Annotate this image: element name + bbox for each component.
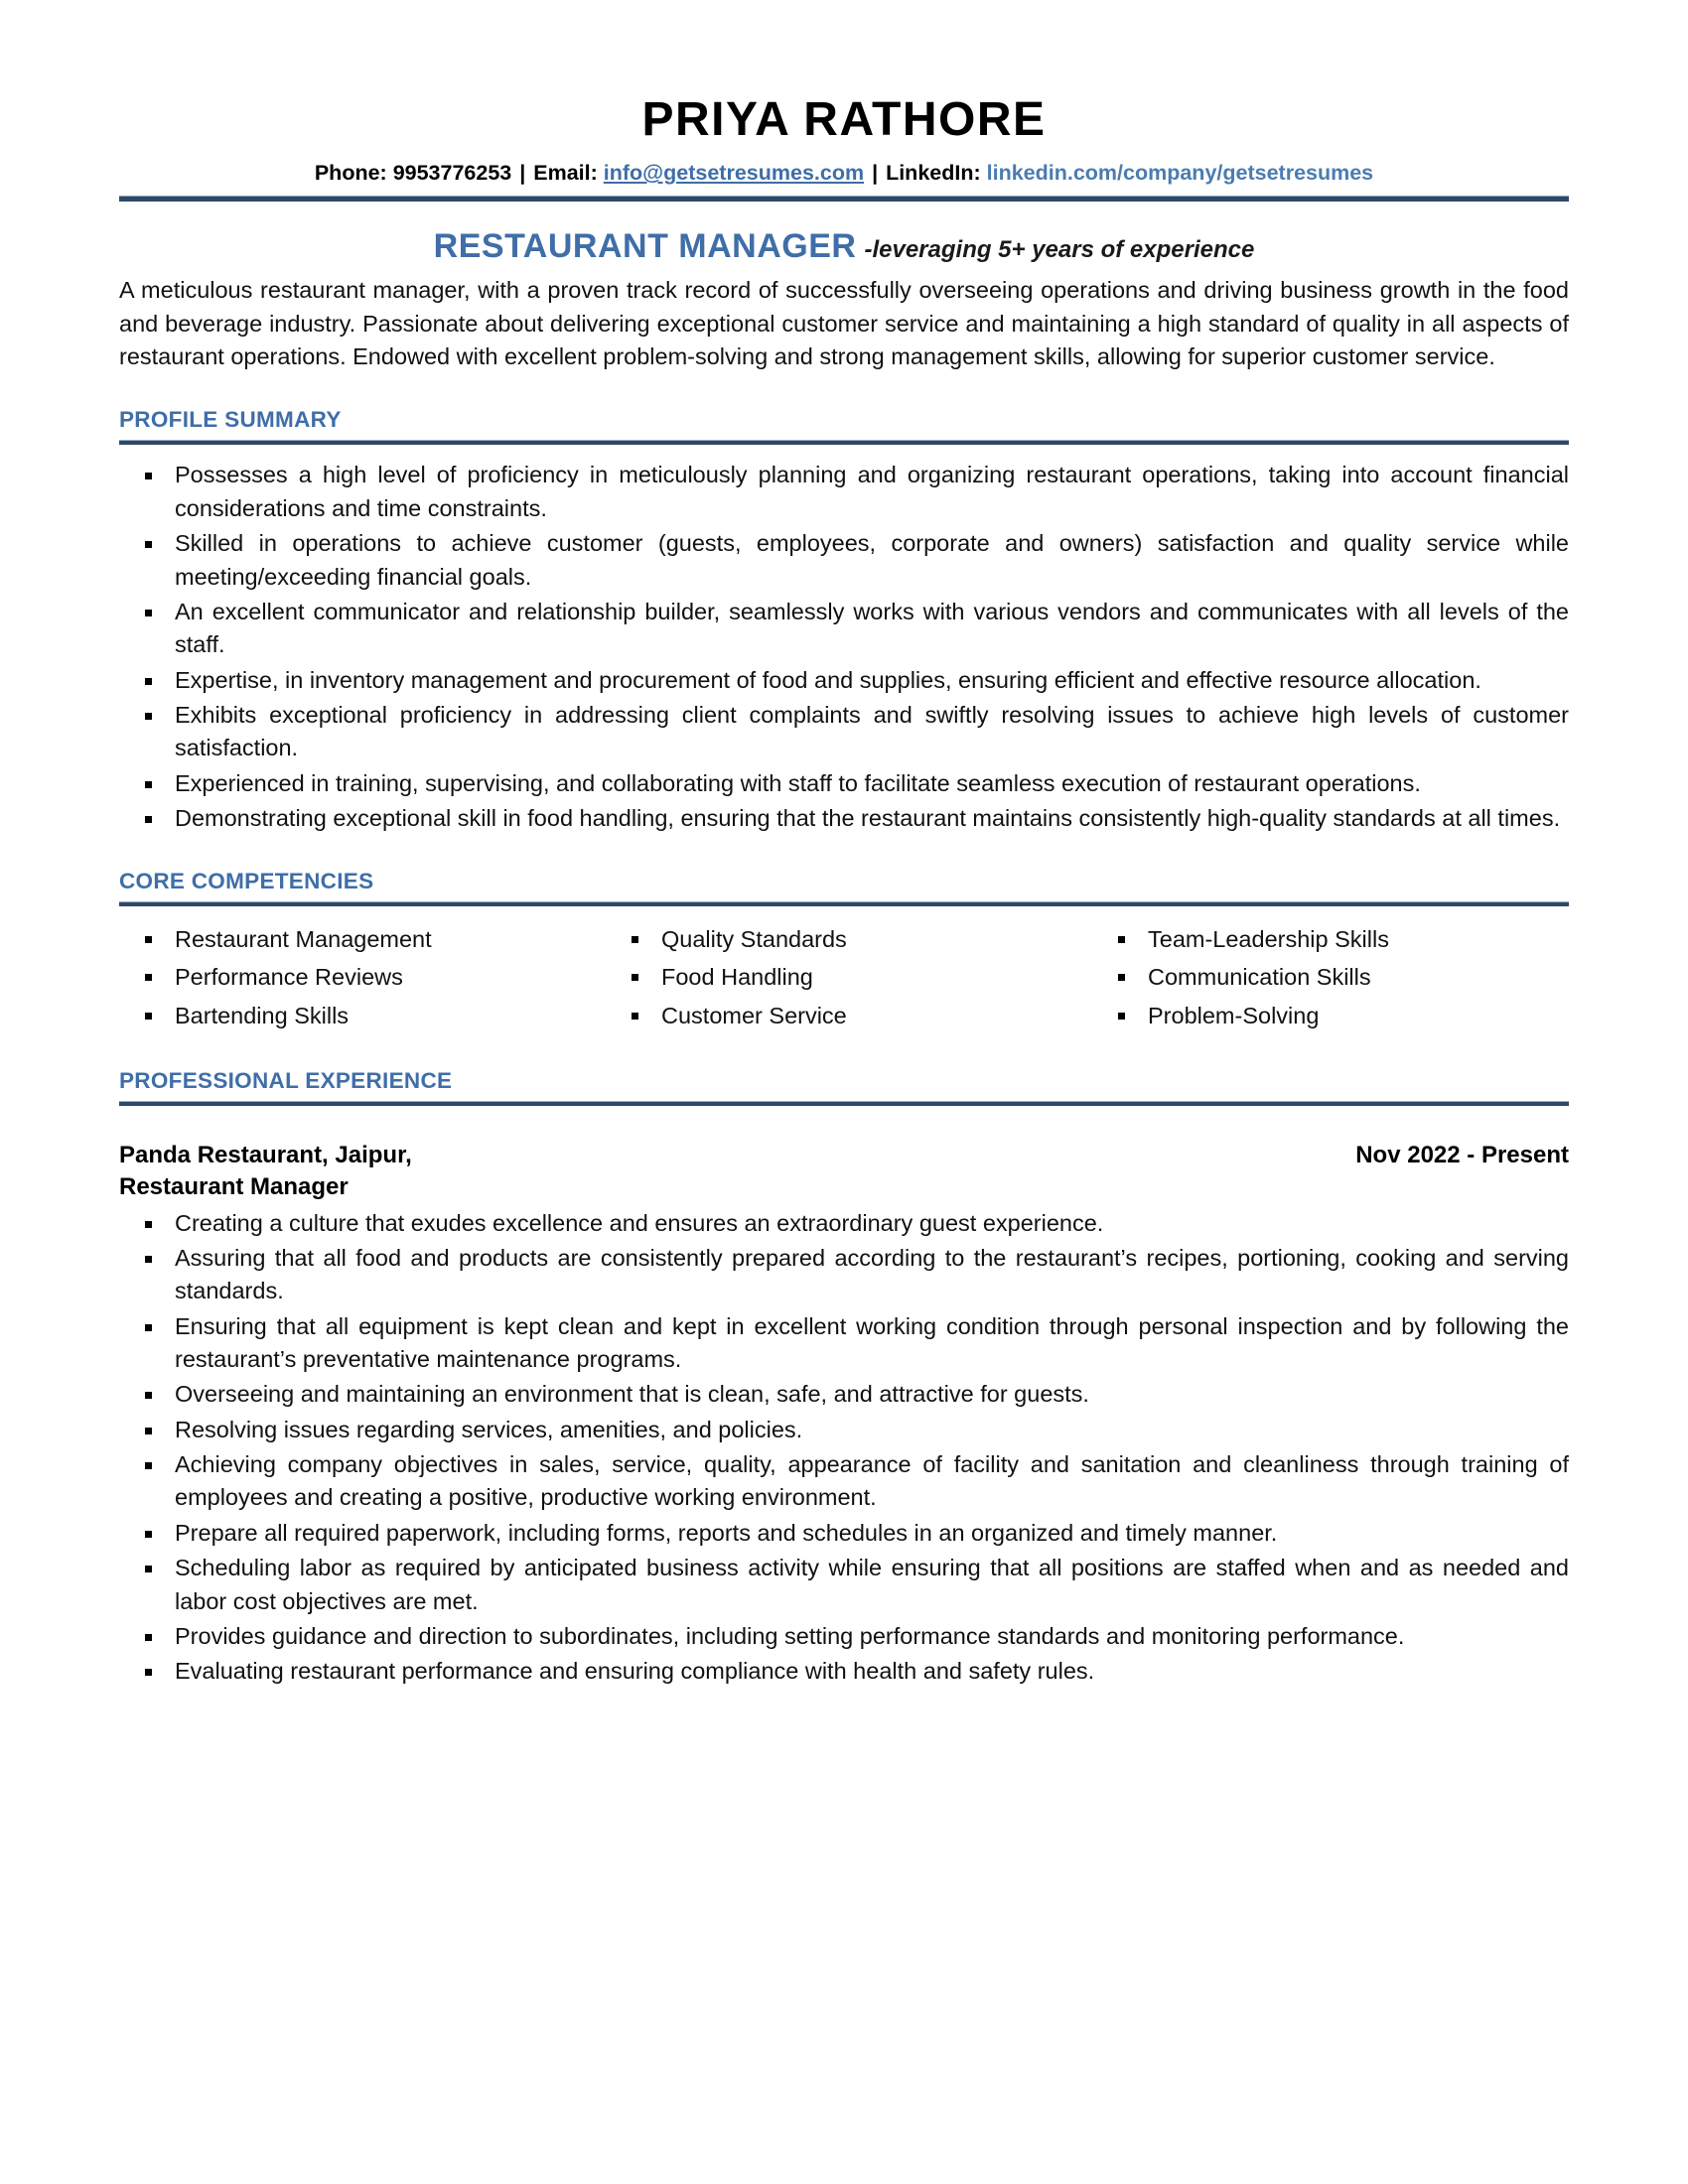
list-item: Prepare all required paperwork, including forms, reports and schedules in an organized and timely manner.	[119, 1517, 1569, 1550]
list-item: Team-Leadership Skills	[1092, 920, 1569, 958]
list-item: Experienced in training, supervising, and collaborating with staff to facilitate seamless execution of restaurant operations.	[119, 767, 1569, 800]
list-item: Creating a culture that exudes excellence and ensures an extraordinary guest experience.	[119, 1207, 1569, 1240]
list-item: Customer Service	[606, 997, 1082, 1034]
section-divider-core-competencies	[119, 901, 1569, 906]
experience-entry	[119, 1142, 1569, 1689]
list-item: Evaluating restaurant performance and ensuring compliance with health and safety rules.	[119, 1655, 1569, 1688]
employer-name: Panda Restaurant, Jaipur,	[119, 1141, 412, 1168]
resume-header	[119, 95, 1569, 202]
linkedin-link[interactable]: linkedin.com/company/getsetresumes	[986, 161, 1374, 186]
list-item: Exhibits exceptional proficiency in addressing client complaints and swiftly resolving issues to achieve high levels of customer satisfaction.	[119, 699, 1569, 765]
section-professional-experience	[119, 1068, 1569, 1689]
section-heading-professional-experience: PROFESSIONAL EXPERIENCE	[119, 1067, 453, 1093]
list-item: Scheduling labor as required by anticipated business activity while ensuring that all positions are staffed when and as needed and labor cost objectives are met.	[119, 1552, 1569, 1618]
contact-separator-1: |	[519, 161, 526, 186]
job-role-title: Restaurant Manager	[119, 1172, 349, 1200]
phone-label: Phone:	[314, 161, 387, 186]
experience-bullet-list	[119, 1207, 1569, 1689]
list-item: Quality Standards	[606, 920, 1082, 958]
email-label: Email:	[533, 161, 598, 186]
list-item: Achieving company objectives in sales, service, quality, appearance of facility and sanitation and cleanliness through training of employees and creating a positive, productive working environment.	[119, 1448, 1569, 1515]
profile-summary-list	[119, 459, 1569, 835]
experience-header-row	[119, 1142, 1569, 1169]
list-item: Food Handling	[606, 958, 1082, 996]
list-item: Problem-Solving	[1092, 997, 1569, 1034]
linkedin-label: LinkedIn:	[886, 161, 981, 186]
list-item: Overseeing and maintaining an environment that is clean, safe, and attractive for guests.	[119, 1378, 1569, 1411]
list-item: Performance Reviews	[119, 958, 596, 996]
list-item: Bartending Skills	[119, 997, 596, 1034]
header-divider	[119, 196, 1569, 202]
employment-dates: Nov 2022 - Present	[1355, 1141, 1569, 1168]
list-item: Restaurant Management	[119, 920, 596, 958]
email-link[interactable]: info@getsetresumes.com	[603, 161, 865, 186]
job-title-main: RESTAURANT MANAGER	[433, 227, 857, 266]
list-item: Resolving issues regarding services, amenities, and policies.	[119, 1414, 1569, 1446]
list-item: Skilled in operations to achieve customer (guests, employees, corporate and owners) satisfaction and quality service while meeting/exceeding financial goals.	[119, 527, 1569, 594]
job-title-subtitle: -leveraging 5+ years of experience	[864, 236, 1255, 264]
candidate-name: PRIYA RATHORE	[641, 93, 1047, 146]
list-item: Ensuring that all equipment is kept clean and kept in excellent working condition through personal inspection and by following the restaurant’s preventative maintenance programs.	[119, 1310, 1569, 1377]
summary-paragraph: A meticulous restaurant manager, with a proven track record of successfully overseeing operations and driving business growth in the food and beverage industry. Passionate about delivering exceptional customer service and maintaining a high standard of quality in all aspects of restaurant operations. Endowed with excellent problem-solving and strong management skills, allowing for superior customer service.	[119, 277, 1569, 370]
section-profile-summary	[119, 407, 1569, 835]
list-item: Assuring that all food and products are consistently prepared according to the restaurant’s recipes, portioning, cooking and serving standards.	[119, 1242, 1569, 1308]
list-item: Possesses a high level of proficiency in meticulously planning and organizing restaurant operations, taking into account financial considerations and time constraints.	[119, 459, 1569, 525]
list-item: Expertise, in inventory management and procurement of food and supplies, ensuring efficient and effective resource allocation.	[119, 664, 1569, 697]
list-item: An excellent communicator and relationship builder, seamlessly works with various vendors and communicates with all levels of the staff.	[119, 596, 1569, 662]
list-item: Communication Skills	[1092, 958, 1569, 996]
list-item: Demonstrating exceptional skill in food handling, ensuring that the restaurant maintains consistently high-quality standards at all times.	[119, 802, 1569, 835]
contact-separator-2: |	[872, 161, 879, 186]
core-competencies-grid	[119, 920, 1569, 1033]
section-core-competencies	[119, 869, 1569, 1033]
phone-value: 9953776253	[392, 161, 512, 186]
contact-line	[119, 161, 1569, 186]
list-item: Provides guidance and direction to subordinates, including setting performance standards and monitoring performance.	[119, 1620, 1569, 1653]
headline-block	[119, 227, 1569, 373]
section-heading-core-competencies: CORE COMPETENCIES	[119, 869, 374, 894]
job-title-headline	[119, 227, 1569, 266]
section-divider-profile-summary	[119, 440, 1569, 445]
section-divider-professional-experience	[119, 1101, 1569, 1106]
section-heading-profile-summary: PROFILE SUMMARY	[119, 407, 342, 433]
